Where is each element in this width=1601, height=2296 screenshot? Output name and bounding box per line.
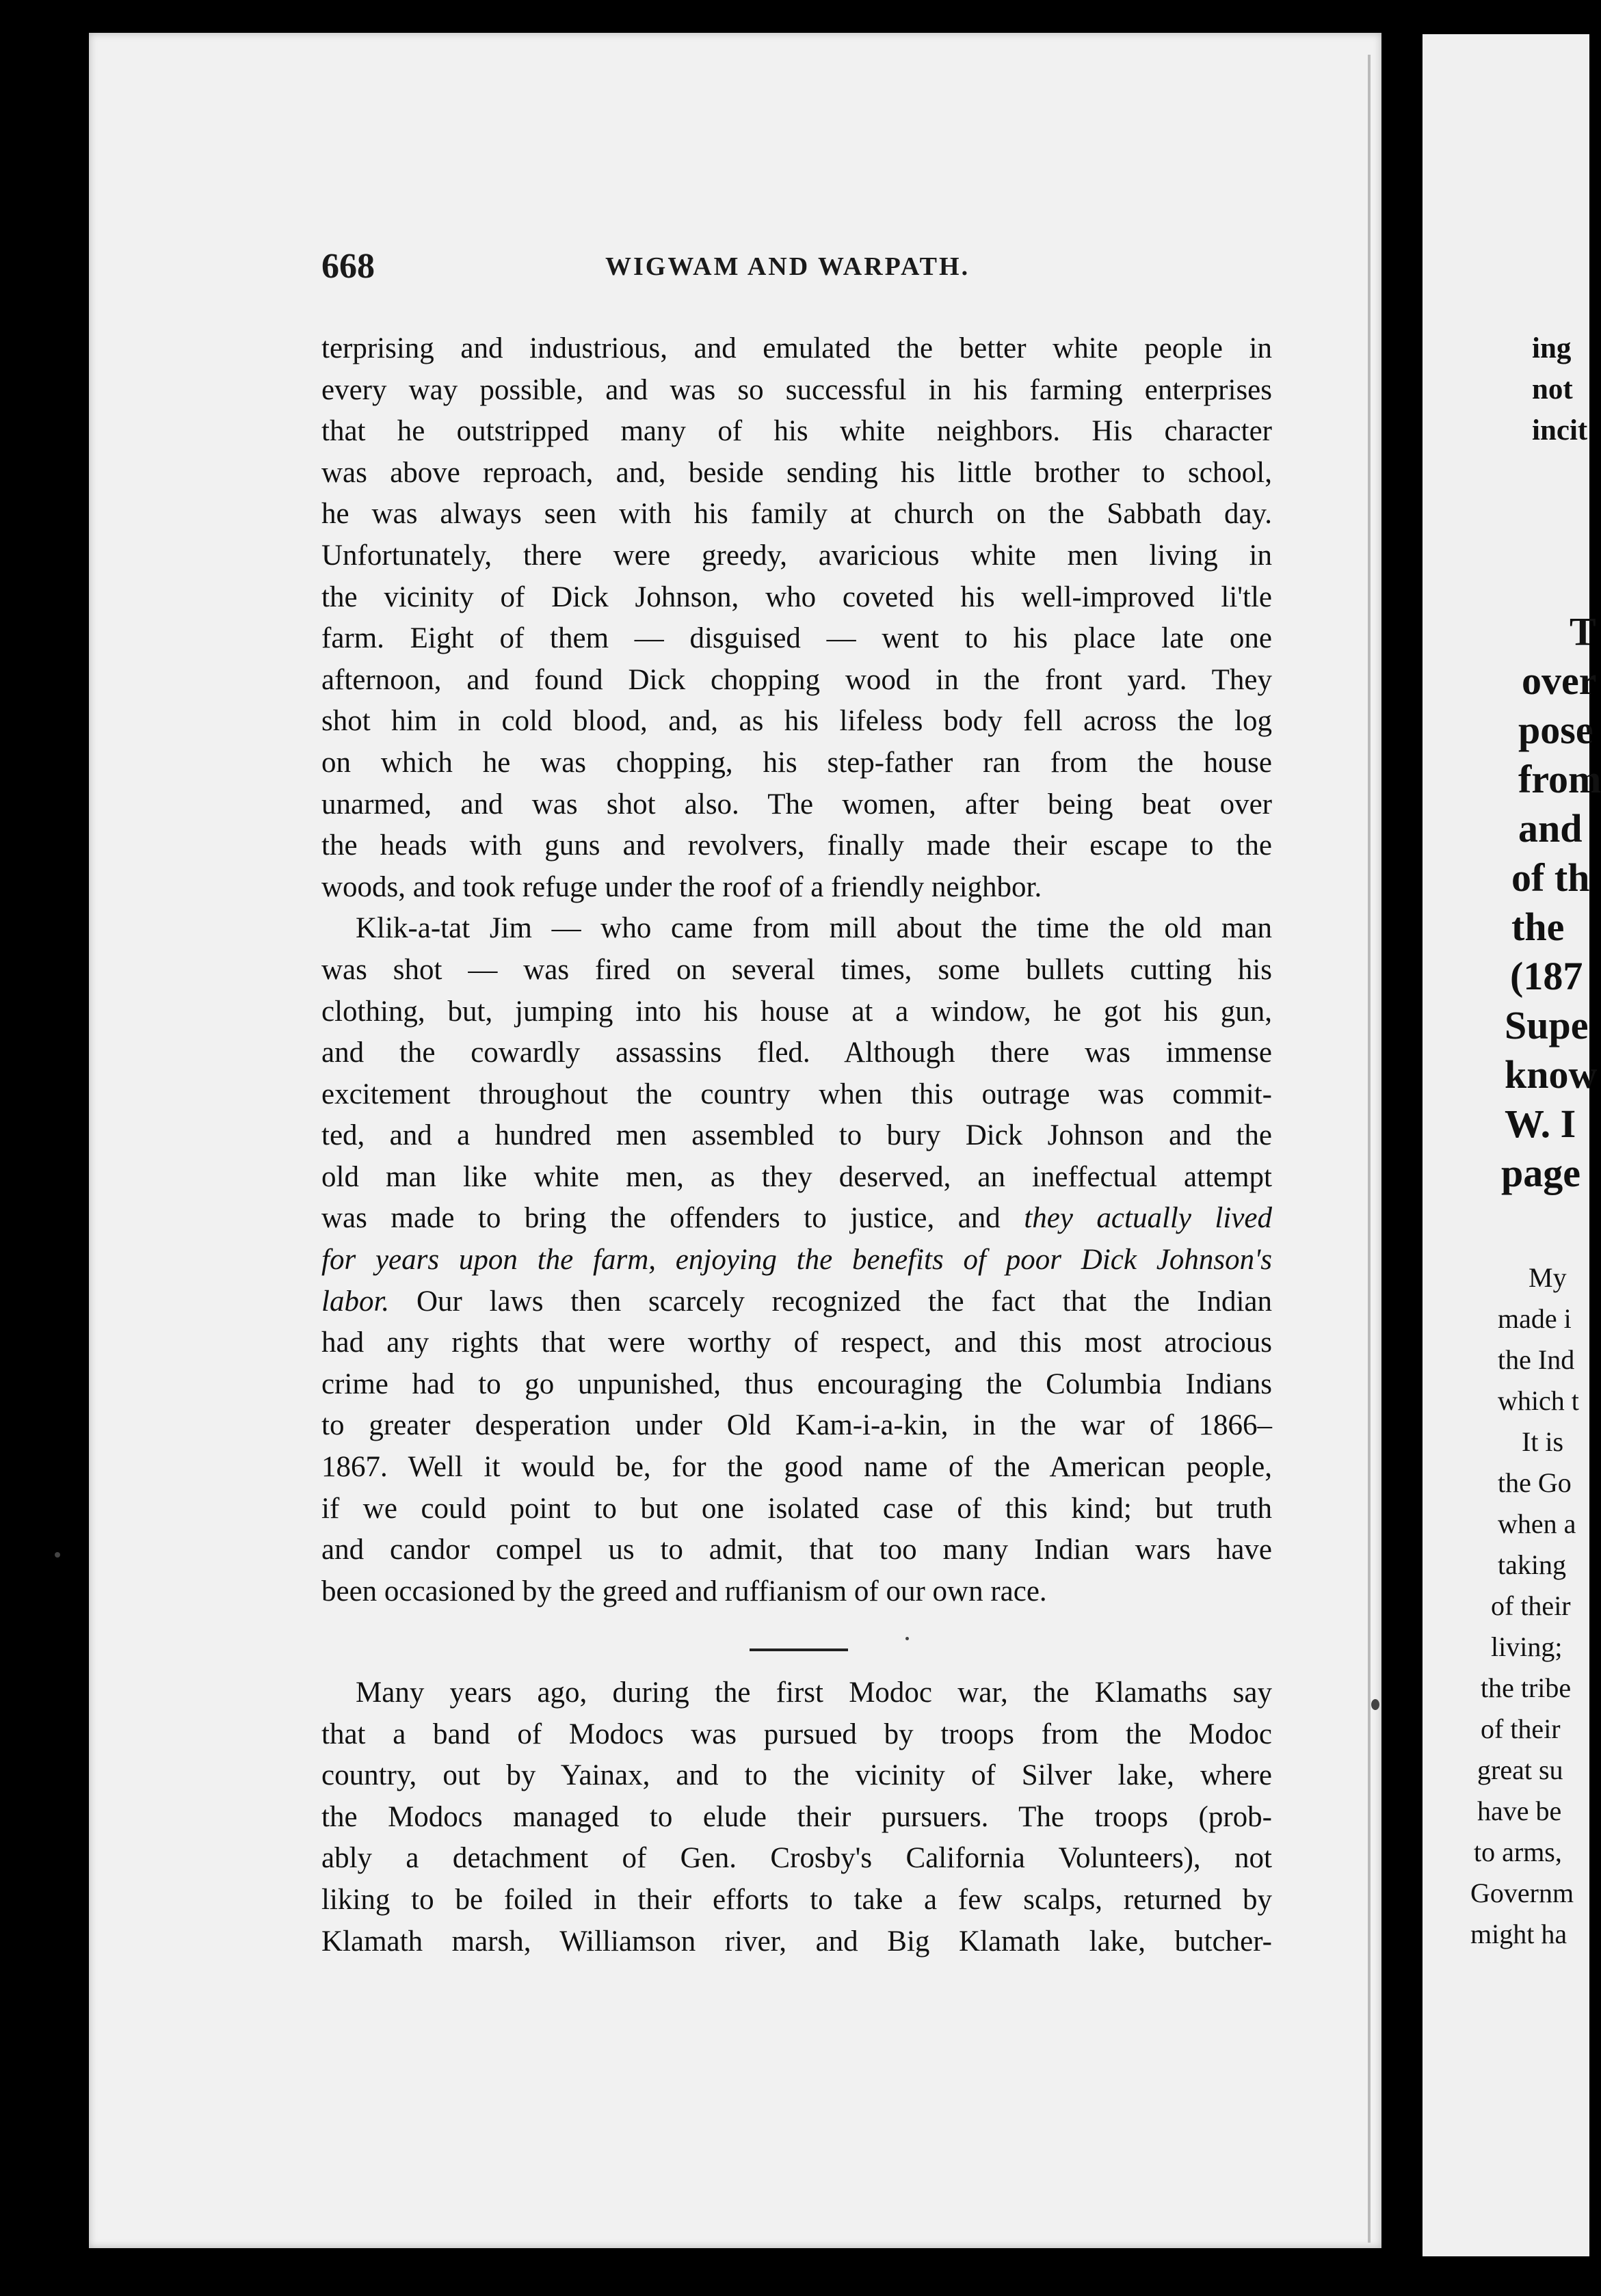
text-line: had any rights that were worthy of respect, and this most atrocious xyxy=(321,1326,1272,1359)
page-number: 668 xyxy=(321,247,375,286)
text-line: Unfortunately, there were greedy, avaricious white men living in xyxy=(321,539,1272,572)
text-line: shot him in cold blood, and, as his lifeless body fell across the log xyxy=(321,705,1272,738)
gutter xyxy=(1368,55,1371,2243)
scan-speck xyxy=(55,1552,60,1558)
text-line: he was always seen with his family at church on the Sabbath day. xyxy=(321,498,1272,531)
text-line: farm. Eight of them — disguised — went to his place late one xyxy=(321,622,1272,655)
right-line: of th xyxy=(1511,855,1590,900)
text-line: Klik-a-tat Jim — who came from mill about the time the old man xyxy=(356,912,1272,945)
right-line: have be xyxy=(1477,1796,1562,1826)
right-line: not xyxy=(1532,373,1573,405)
right-line: taking xyxy=(1498,1549,1566,1580)
main-text-block xyxy=(321,328,1272,1612)
italic-run: labor. xyxy=(321,1285,390,1318)
right-line: might ha xyxy=(1470,1919,1567,1949)
text-line: liking to be foiled in their efforts to take a few scalps, returned by xyxy=(321,1883,1272,1916)
text-line: was above reproach, and, beside sending his little brother to school, xyxy=(321,456,1272,489)
roman-run: Our laws then scarcely recognized the fact that the Indian xyxy=(389,1285,1272,1318)
text-line: and candor compel us to admit, that too many Indian wars have xyxy=(321,1534,1272,1566)
text-line: if we could point to but one isolated case of this kind; but truth xyxy=(321,1492,1272,1525)
scan-speck xyxy=(905,1637,909,1640)
right-line: It is xyxy=(1522,1426,1564,1457)
second-text-block xyxy=(321,1672,1272,1962)
right-line: from xyxy=(1518,757,1601,801)
text-line: Many years ago, during the first Modoc war, the Klamaths say xyxy=(356,1677,1272,1709)
text-line: afternoon, and found Dick chopping wood in the front yard. They xyxy=(321,663,1272,696)
text-line: terprising and industrious, and emulated the better white people in xyxy=(321,332,1272,364)
right-line: to arms, xyxy=(1474,1837,1562,1867)
text-line: that a band of Modocs was pursued by troops from the Modoc xyxy=(321,1718,1272,1750)
text-line-italic: for years upon the farm, enjoying the benefits of poor Dick Johnson's xyxy=(321,1244,1272,1277)
right-line: the xyxy=(1511,905,1565,949)
text-line: country, out by Yainax, and to the vicinity of Silver lake, where xyxy=(321,1759,1272,1792)
right-line: made i xyxy=(1498,1303,1572,1334)
right-line: the tribe xyxy=(1481,1672,1572,1703)
right-line: T xyxy=(1570,609,1596,654)
text-line-mixed xyxy=(321,1198,1272,1240)
right-line: living; xyxy=(1491,1631,1563,1662)
text-line: to greater desperation under Old Kam-i-a-kin, in the war of 1866– xyxy=(321,1409,1272,1442)
text-line: that he outstripped many of his white neighbors. His character xyxy=(321,415,1272,448)
right-line: of their xyxy=(1481,1713,1561,1744)
right-line: when a xyxy=(1498,1508,1576,1539)
text-line: and the cowardly assassins fled. Although there was immense xyxy=(321,1037,1272,1069)
text-line: woods, and took refuge under the roof of a friendly neighbor. xyxy=(321,870,1042,903)
text-line: 1867. Well it would be, for the good name of the American people, xyxy=(321,1451,1272,1484)
italic-run: they actually lived xyxy=(1024,1202,1272,1235)
text-line: excitement throughout the country when this outrage was commit- xyxy=(321,1078,1272,1110)
right-line: incit xyxy=(1532,414,1588,446)
right-line: My xyxy=(1529,1262,1567,1293)
text-line: every way possible, and was so successful in his farming enterprises xyxy=(321,373,1272,406)
text-line-mixed xyxy=(321,1281,1272,1323)
running-title: WIGWAM AND WARPATH. xyxy=(605,252,970,281)
right-line: ing xyxy=(1532,332,1572,364)
right-line: know xyxy=(1505,1052,1598,1097)
text-line: was shot — was fired on several times, some bullets cutting his xyxy=(321,953,1272,986)
right-line: and xyxy=(1518,806,1583,851)
right-line: the Ind xyxy=(1498,1344,1575,1375)
text-line: clothing, but, jumping into his house at a window, he got his gun, xyxy=(321,995,1272,1028)
right-line: page xyxy=(1501,1151,1580,1195)
right-line: pose xyxy=(1518,708,1593,752)
right-line: the Go xyxy=(1498,1467,1572,1498)
right-line: over xyxy=(1522,658,1597,703)
text-line: the vicinity of Dick Johnson, who coveted his well-improved li'tle xyxy=(321,580,1272,613)
text-line: the heads with guns and revolvers, finally made their escape to the xyxy=(321,829,1272,862)
right-line: Governm xyxy=(1470,1878,1574,1908)
right-line: Supe xyxy=(1505,1003,1589,1047)
section-divider xyxy=(750,1648,848,1651)
text-line: on which he was chopping, his step-father ran from the house xyxy=(321,746,1272,779)
page-header xyxy=(321,246,1279,294)
right-line: which t xyxy=(1498,1385,1579,1416)
text-line: ted, and a hundred men assembled to bury Dick Johnson and the xyxy=(321,1119,1272,1152)
text-line: crime had to go unpunished, thus encouraging the Columbia Indians xyxy=(321,1367,1272,1400)
text-line: been occasioned by the greed and ruffianism of our own race. xyxy=(321,1575,1047,1607)
right-line: (187 xyxy=(1510,954,1583,998)
text-line: unarmed, and was shot also. The women, after being beat over xyxy=(321,788,1272,820)
text-line: ably a detachment of Gen. Crosby's California Volunteers), not xyxy=(321,1842,1272,1875)
right-line: W. I xyxy=(1505,1102,1576,1146)
scan-speck xyxy=(1371,1699,1379,1710)
right-line: great su xyxy=(1477,1754,1563,1785)
roman-run: was made to bring the offenders to justice, and xyxy=(321,1202,1024,1235)
right-line: of their xyxy=(1491,1590,1571,1621)
text-line: the Modocs managed to elude their pursuers. The troops (prob- xyxy=(321,1800,1272,1833)
text-line: Klamath marsh, Williamson river, and Big Klamath lake, butcher- xyxy=(321,1925,1272,1958)
text-line: old man like white men, as they deserved, an ineffectual attempt xyxy=(321,1160,1272,1193)
